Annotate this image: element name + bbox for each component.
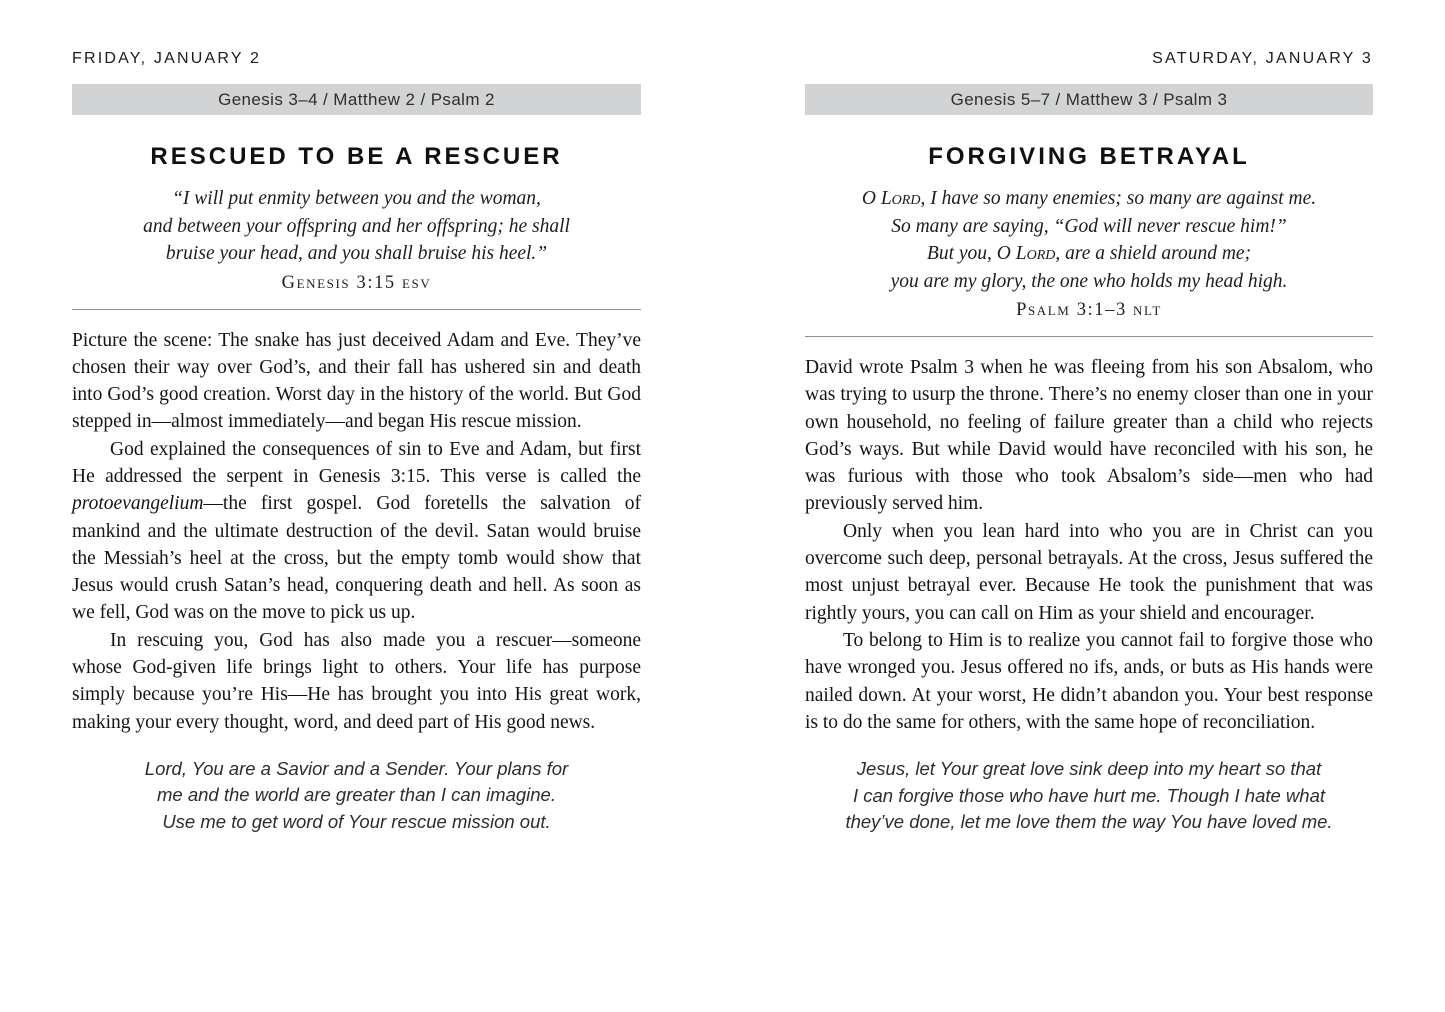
section-divider xyxy=(805,336,1373,337)
prayer-line: Jesus, let Your great love sink deep into my heart so that xyxy=(856,758,1322,780)
body-paragraph: God explained the consequences of sin to Eve and Adam, but first He addressed the serpent in Genesis 3:15. This verse is called the protoevangelium—the first gospel. God foretells the salvation of mankind and the ultimate destruction of the devil. Satan would bruise the Messiah’s heel at the cross, but the empty tomb would show that Jesus would crush Satan’s head, conquering death and hell. As soon as we fell, God was on the move to pick us up. xyxy=(72,438,641,624)
quote-line: you are my glory, the one who holds my head high. xyxy=(890,270,1288,292)
page-right xyxy=(805,50,1373,836)
scripture-quote xyxy=(72,185,641,268)
section-divider xyxy=(72,309,641,310)
quote-line: So many are saying, “God will never rescue him!” xyxy=(891,215,1287,237)
body-paragraph: Only when you lean hard into who you are in Christ can you overcome such deep, personal betrayals. At the cross, Jesus suffered the most unjust betrayal ever. Because He took the punishment that was rightly yours, you can call on Him as your shield and encourager. xyxy=(805,520,1373,624)
readings-bar xyxy=(72,84,641,115)
prayer-line: me and the world are greater than I can imagine. xyxy=(156,784,556,806)
readings-text: Genesis 3–4 / Matthew 2 / Psalm 2 xyxy=(218,89,495,109)
prayer-text xyxy=(805,756,1373,836)
quote-line: But you, O Lord, are a shield around me; xyxy=(926,243,1252,264)
body-paragraph: To belong to Him is to realize you cannot fail to forgive those who have wronged you. Jesus offered no ifs, ands, or buts as His hands were nailed down. At your worst, He didn’t abandon you. Your best response is to do the same for others, with the same hope of reconciliation. xyxy=(805,629,1373,733)
quote-line: “I will put enmity between you and the woman, xyxy=(172,188,541,209)
quote-line: and between your offspring and her offspring; he shall xyxy=(143,215,570,237)
quote-line: O Lord, I have so many enemies; so many are against me. xyxy=(861,188,1317,209)
page-title: FORGIVING BETRAYAL xyxy=(928,143,1250,170)
scripture-attribution: Psalm 3:1–3 nlt xyxy=(1016,300,1162,320)
body-text xyxy=(805,354,1373,736)
page-title: RESCUED TO BE A RESCUER xyxy=(150,143,563,170)
prayer-line: I can forgive those who have hurt me. Though I hate what xyxy=(852,784,1326,806)
body-paragraph: David wrote Psalm 3 when he was fleeing from his son Absalom, who was trying to usurp the throne. There’s no enemy closer than one in your own household, no feeling of failure greater than a child who rejects God’s ways. But while David would have reconciled with his son, he was furious with those who took Absalom’s side—men who had previously served him. xyxy=(805,357,1373,515)
readings-bar xyxy=(805,84,1373,115)
readings-text: Genesis 5–7 / Matthew 3 / Psalm 3 xyxy=(950,89,1228,109)
prayer-text xyxy=(72,756,641,836)
quote-line: bruise your head, and you shall bruise his heel.” xyxy=(165,243,548,264)
scripture-quote xyxy=(805,185,1373,295)
body-text xyxy=(72,327,641,736)
prayer-line: they’ve done, let me love them the way You have loved me. xyxy=(845,811,1333,833)
date-header: FRIDAY, JANUARY 2 xyxy=(72,50,262,67)
prayer-line: Use me to get word of Your rescue mission out. xyxy=(162,810,551,832)
scripture-attribution: Genesis 3:15 esv xyxy=(281,272,432,293)
page-left xyxy=(72,50,641,835)
prayer-line: Lord, You are a Savior and a Sender. Your plans for xyxy=(144,757,569,779)
body-paragraph: In rescuing you, God has also made you a rescuer—someone whose God-given life brings light to others. Your life has purpose simply because you’re His—He has brought you into His great work, making your every thought, word, and deed part of His good news. xyxy=(72,629,641,733)
body-paragraph: Picture the scene: The snake has just deceived Adam and Eve. They’ve chosen their way over God’s, and their fall has ushered sin and death into God’s good creation. Worst day in the history of the world. But God stepped in—almost immediately—and began His rescue mission. xyxy=(72,329,641,433)
date-header: SATURDAY, JANUARY 3 xyxy=(1152,50,1373,67)
